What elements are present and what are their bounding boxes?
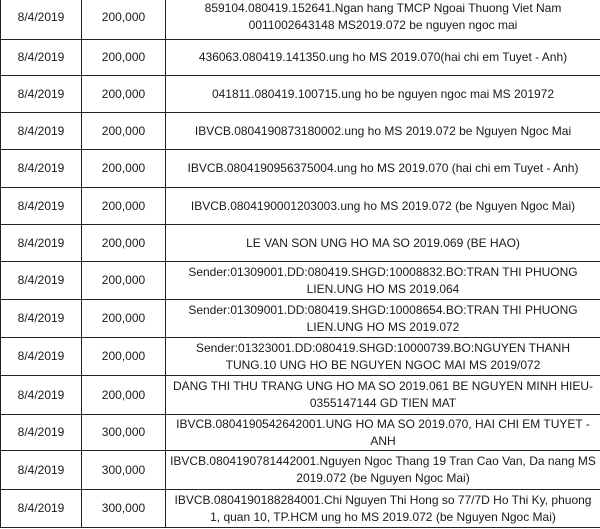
description-cell: IBVCB.0804190956375004.ung ho MS 2019.070 (hai chi em Tuyet - Anh) xyxy=(166,150,600,188)
amount-cell: 200,000 xyxy=(82,300,166,338)
amount-cell: 200,000 xyxy=(82,262,166,300)
description-cell: IBVCB.0804190781442001.Nguyen Ngoc Thang 19 Tran Cao Van, Da nang MS 2019.072 (be Nguyen Ngoc Mai) xyxy=(166,451,600,490)
description-cell: IBVCB.0804190001203003.ung ho MS 2019.072 (be Nguyen Ngoc Mai) xyxy=(166,188,600,225)
table-row xyxy=(1,225,600,262)
amount-cell: 200,000 xyxy=(82,150,166,188)
description-cell: 436063.080419.141350.ung ho MS 2019.070(hai chi em Tuyet - Anh) xyxy=(166,40,600,76)
date-cell: 8/4/2019 xyxy=(1,150,82,188)
description-cell: DANG THI THU TRANG UNG HO MA SO 2019.061 BE NGUYEN MINH HIEU-0355147144 GD TIEN MAT xyxy=(166,376,600,415)
table-row xyxy=(1,76,600,113)
amount-cell: 300,000 xyxy=(82,490,166,528)
date-cell: 8/4/2019 xyxy=(1,451,82,490)
amount-cell: 200,000 xyxy=(82,0,166,40)
description-cell: IBVCB.0804190188284001.Chi Nguyen Thi Hong so 77/7D Ho Thi Ky, phuong 1, quan 10, TP.HCM ung ho MS 2019.072 (be Nguyen Ngoc Mai) xyxy=(166,490,600,528)
date-cell: 8/4/2019 xyxy=(1,376,82,415)
table-row xyxy=(1,490,600,528)
description-cell: IBVCB.0804190542642001.UNG HO MA SO 2019.070, HAI CHI EM TUYET - ANH xyxy=(166,415,600,451)
table-row xyxy=(1,150,600,188)
amount-cell: 200,000 xyxy=(82,225,166,262)
amount-cell: 300,000 xyxy=(82,451,166,490)
table-row xyxy=(1,338,600,376)
table-row xyxy=(1,113,600,150)
amount-cell: 200,000 xyxy=(82,338,166,376)
table-row xyxy=(1,300,600,338)
table-row xyxy=(1,451,600,490)
date-cell: 8/4/2019 xyxy=(1,113,82,150)
date-cell: 8/4/2019 xyxy=(1,188,82,225)
amount-cell: 200,000 xyxy=(82,40,166,76)
date-cell: 8/4/2019 xyxy=(1,225,82,262)
table-row xyxy=(1,188,600,225)
description-cell: 041811.080419.100715.ung ho be nguyen ngoc mai MS 201972 xyxy=(166,76,600,113)
date-cell: 8/4/2019 xyxy=(1,300,82,338)
description-cell: IBVCB.0804190873180002.ung ho MS 2019.072 be Nguyen Ngoc Mai xyxy=(166,113,600,150)
date-cell: 8/4/2019 xyxy=(1,40,82,76)
description-cell: Sender:01309001.DD:080419.SHGD:10008654.BO:TRAN THI PHUONG LIEN.UNG HO MS 2019.072 xyxy=(166,300,600,338)
amount-cell: 200,000 xyxy=(82,113,166,150)
date-cell: 8/4/2019 xyxy=(1,338,82,376)
table-row xyxy=(1,262,600,300)
date-cell: 8/4/2019 xyxy=(1,490,82,528)
date-cell: 8/4/2019 xyxy=(1,262,82,300)
description-cell: 859104.080419.152641.Ngan hang TMCP Ngoai Thuong Viet Nam 0011002643148 MS2019.072 be nguyen ngoc mai xyxy=(166,0,600,40)
amount-cell: 200,000 xyxy=(82,188,166,225)
amount-cell: 300,000 xyxy=(82,415,166,451)
amount-cell: 200,000 xyxy=(82,376,166,415)
table-row xyxy=(1,40,600,76)
amount-cell: 200,000 xyxy=(82,76,166,113)
description-cell: Sender:01323001.DD:080419.SHGD:10000739.BO:NGUYEN THANH TUNG.10 UNG HO BE NGUYEN NGOC MAI MS 2019/072 xyxy=(166,338,600,376)
table-row xyxy=(1,415,600,451)
table-row xyxy=(1,0,600,40)
description-cell: Sender:01309001.DD:080419.SHGD:10008832.BO:TRAN THI PHUONG LIEN.UNG HO MS 2019.064 xyxy=(166,262,600,300)
date-cell: 8/4/2019 xyxy=(1,0,82,40)
date-cell: 8/4/2019 xyxy=(1,76,82,113)
table-row xyxy=(1,376,600,415)
date-cell: 8/4/2019 xyxy=(1,415,82,451)
description-cell: LE VAN SON UNG HO MA SO 2019.069 (BE HAO) xyxy=(166,225,600,262)
